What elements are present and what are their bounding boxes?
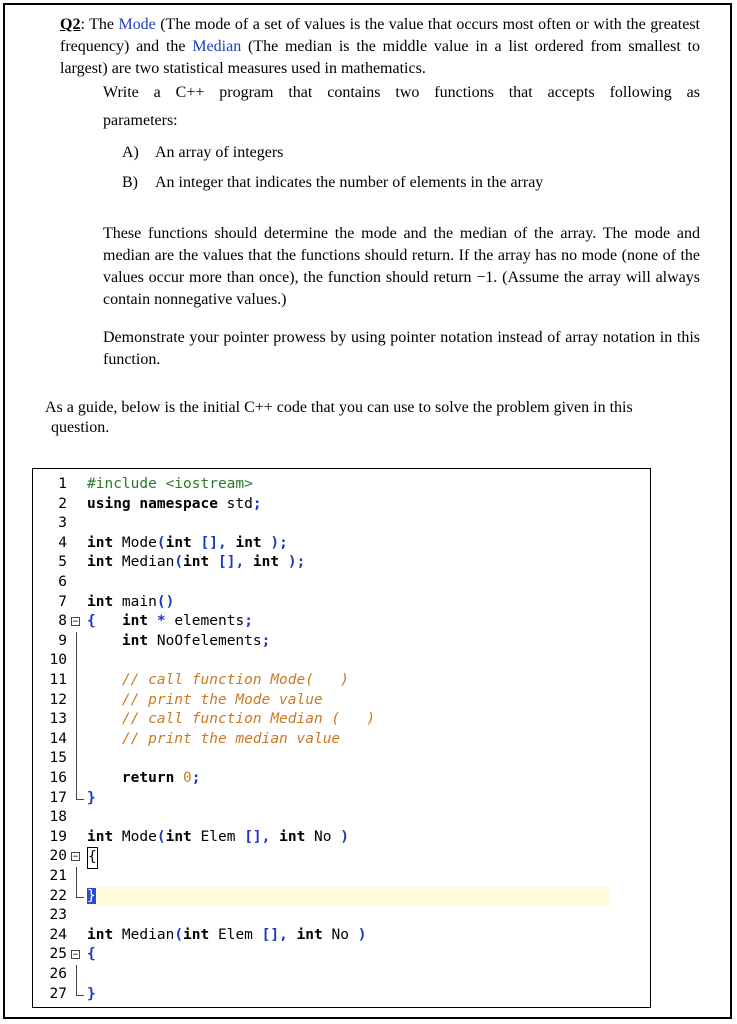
code-text [87, 651, 610, 671]
fold-guide-line [76, 730, 77, 750]
fold-gutter [69, 632, 85, 652]
fold-gutter [69, 945, 85, 965]
code-text [87, 710, 610, 730]
code-line[interactable] [33, 632, 650, 652]
intro-text: The [84, 16, 119, 33]
code-token: int [183, 926, 210, 943]
code-token: // call function Mode( ) [121, 672, 349, 688]
code-text [87, 612, 610, 632]
fold-gutter [69, 769, 85, 789]
line-number: 2 [58, 495, 67, 512]
code-token: Elem [209, 926, 262, 943]
code-token: Median [113, 926, 175, 943]
code-token [96, 613, 122, 629]
code-token: Mode [113, 828, 157, 845]
line-number: 24 [49, 926, 67, 943]
code-text [87, 769, 610, 789]
code-text [87, 906, 610, 926]
fold-gutter [69, 828, 85, 848]
code-token: int [87, 926, 114, 943]
code-line[interactable] [33, 769, 650, 789]
code-token: } [87, 985, 96, 1002]
code-token: #include <iostream> [87, 476, 253, 492]
code-text [87, 632, 610, 652]
code-line[interactable] [33, 828, 650, 848]
fold-gutter [69, 847, 85, 867]
code-token: Elem [191, 828, 245, 845]
collapse-icon[interactable]: − [72, 617, 79, 628]
code-token: int [235, 534, 262, 551]
fold-guide-line [76, 965, 77, 985]
line-number: 4 [58, 534, 67, 551]
code-token: int [165, 828, 192, 845]
pointer-paragraph: Demonstrate your pointer prowess by using pointer notation instead of array notation in this function. [103, 329, 700, 368]
code-token [87, 633, 122, 649]
code-line[interactable] [33, 945, 650, 965]
option-b: B) An integer that indicates the number of elements in the array [122, 174, 544, 191]
code-token: [], [244, 828, 271, 845]
code-token: int [183, 554, 210, 571]
code-token: main [113, 593, 157, 610]
line-number: 25 [49, 946, 67, 963]
code-token [192, 535, 201, 551]
line-number: 19 [49, 828, 67, 845]
fold-gutter [69, 985, 85, 1005]
code-token: NoOfelements [148, 632, 262, 649]
line-number: 20 [49, 848, 67, 865]
code-line[interactable] [33, 671, 650, 691]
fold-gutter [69, 593, 85, 613]
option-a: A) An array of integers [122, 144, 284, 161]
code-token: * [156, 613, 166, 630]
code-token: ( [174, 926, 184, 943]
code-token: int [296, 926, 323, 943]
code-text [87, 985, 610, 1005]
code-token: ( [156, 534, 166, 551]
fold-guide-line [76, 691, 77, 711]
code-line[interactable] [33, 495, 650, 515]
fold-gutter [69, 906, 85, 926]
line-number: 18 [49, 809, 67, 826]
parameters-line: parameters: [103, 112, 178, 129]
line-number: 9 [58, 632, 67, 649]
code-token: { [87, 613, 96, 630]
code-token: return [121, 770, 175, 786]
code-token: ); [270, 534, 288, 551]
fold-gutter [69, 612, 85, 632]
code-text [87, 926, 610, 946]
code-line[interactable] [33, 847, 650, 867]
code-token [174, 770, 183, 786]
code-text [87, 965, 610, 985]
code-token [270, 829, 279, 845]
code-line[interactable] [33, 612, 650, 632]
code-line[interactable] [33, 730, 650, 750]
code-token: Median [113, 554, 175, 571]
line-number: 15 [49, 750, 67, 767]
fold-gutter [69, 887, 85, 907]
code-line[interactable] [33, 906, 650, 926]
code-token: int [165, 534, 192, 551]
code-text [87, 828, 610, 848]
line-number: 8 [58, 613, 67, 630]
code-line[interactable] [33, 553, 650, 573]
code-token [148, 613, 157, 629]
code-token: [], [261, 926, 288, 943]
code-text [87, 593, 610, 613]
highlighted-term: Median [192, 38, 242, 55]
collapse-icon[interactable]: − [72, 950, 79, 961]
line-number: 16 [49, 770, 67, 786]
line-number: 6 [58, 574, 67, 590]
code-token: elements [165, 613, 245, 630]
fold-guide-line [76, 632, 77, 652]
fold-guide-line [76, 710, 77, 730]
fold-gutter [69, 495, 85, 515]
code-text [87, 945, 610, 965]
code-token: int [87, 554, 114, 571]
code-text [87, 749, 610, 769]
code-token: using namespace [87, 495, 218, 512]
code-token: ; [244, 613, 253, 630]
code-token: int [121, 632, 149, 649]
fold-end-icon [76, 789, 84, 800]
fold-gutter [69, 965, 85, 985]
highlighted-term: Mode [118, 16, 156, 33]
code-token: int [252, 554, 280, 571]
code-token: 0 [183, 770, 192, 786]
fold-guide-line [76, 769, 77, 789]
code-text [87, 847, 610, 867]
code-token: ( [156, 828, 166, 845]
code-token: // call function Median ( ) [121, 711, 376, 728]
code-line[interactable] [33, 749, 650, 769]
code-text [87, 730, 610, 750]
code-token [87, 770, 122, 786]
line-number: 10 [49, 652, 67, 669]
fold-gutter [69, 573, 85, 593]
guide-line-1: As a guide, below is the initial C++ code that you can use to solve the problem given in this [45, 399, 633, 416]
code-line[interactable] [33, 867, 650, 887]
code-token [288, 927, 297, 943]
fold-gutter [69, 553, 85, 573]
code-token: } [87, 887, 96, 904]
intro-text: (The mode of a set of values is the value that occurs most often or with the greatest frequency) and the [60, 16, 700, 55]
line-number: 5 [58, 554, 67, 571]
question-block [60, 14, 700, 371]
line-number: 26 [49, 966, 67, 982]
line-number: 13 [49, 711, 67, 728]
intro-text: (The median is the middle value in a list ordered from smallest to largest) are two statistical measures used in mathematics. [60, 38, 700, 77]
fold-gutter [69, 730, 85, 750]
code-token [87, 672, 122, 688]
code-text [87, 495, 610, 515]
code-text [87, 475, 610, 495]
code-token: int [121, 613, 149, 630]
line-number: 23 [49, 907, 67, 924]
code-token: No [322, 926, 358, 943]
line-number: 14 [49, 730, 67, 747]
line-number: 1 [58, 476, 67, 492]
fold-gutter [69, 867, 85, 887]
code-token: No [305, 828, 341, 845]
fold-guide-line [76, 651, 77, 671]
fold-end-icon [76, 887, 84, 898]
code-token [87, 692, 122, 708]
code-line[interactable] [33, 534, 650, 554]
fold-gutter [69, 475, 85, 495]
code-text [87, 534, 610, 554]
write-line: Write a C++ program that contains two functions that accepts following as [103, 84, 700, 101]
fold-guide-line [76, 749, 77, 769]
code-token: // print the median value [121, 730, 341, 747]
fold-gutter [69, 749, 85, 769]
code-token: int [87, 828, 114, 845]
code-token: int [279, 828, 306, 845]
code-token: ; [252, 495, 262, 512]
code-line[interactable] [33, 593, 650, 613]
code-token: // print the Mode value [121, 691, 323, 708]
fold-gutter [69, 514, 85, 534]
options-list [122, 138, 700, 198]
code-line[interactable] [33, 887, 650, 907]
code-token: ( [174, 554, 184, 571]
code-token [87, 711, 122, 727]
collapse-icon[interactable]: − [72, 852, 79, 863]
fold-gutter [69, 808, 85, 828]
code-token: ; [191, 770, 201, 786]
code-text [87, 691, 610, 711]
question-label: Q2 [60, 16, 81, 33]
fold-gutter [69, 534, 85, 554]
code-token: int [87, 593, 114, 610]
code-token: () [156, 593, 175, 610]
code-line[interactable] [33, 926, 650, 946]
code-token: [], [200, 534, 227, 551]
code-text [87, 887, 610, 907]
code-token: ; [261, 632, 271, 649]
code-line[interactable] [33, 475, 650, 495]
code-token: ); [287, 554, 306, 571]
code-text [87, 573, 610, 593]
code-token [87, 731, 122, 747]
code-token: ) [357, 926, 367, 943]
code-editor[interactable] [32, 468, 651, 1008]
code-line[interactable] [33, 514, 650, 534]
functions-paragraph: These functions should determine the mode and the median of the array. The mode and median are the values that the functions should return. If the array has no mode (none of the values occur more than once), the function should return −1. (Assume the array will always contain nonnegative values.) [103, 225, 700, 308]
line-number: 11 [49, 672, 67, 688]
fold-end-icon [76, 985, 84, 996]
guide-text [45, 398, 695, 438]
line-number: 22 [49, 887, 67, 904]
code-text [87, 671, 610, 691]
code-token: std [217, 495, 253, 512]
code-token [279, 554, 288, 570]
code-line[interactable] [33, 691, 650, 711]
fold-gutter [69, 926, 85, 946]
fold-gutter [69, 789, 85, 809]
code-token: Mode [113, 534, 157, 551]
code-line[interactable] [33, 789, 650, 809]
fold-gutter [69, 710, 85, 730]
code-text [87, 808, 610, 828]
fold-gutter [69, 671, 85, 691]
question-intro: Q2: The Mode (The mode of a set of values is the value that occurs most often or with the greatest frequency) and the Median (The median is the middle value in a list ordered from smallest to largest) are two statistical measures used in mathematics. [60, 16, 700, 77]
code-token: { [87, 847, 98, 869]
code-text [87, 553, 610, 573]
code-text [87, 789, 610, 809]
code-text [87, 867, 610, 887]
code-token [244, 554, 253, 570]
fold-guide-line [76, 671, 77, 691]
line-number: 7 [58, 593, 67, 610]
line-number: 21 [49, 868, 67, 884]
code-line[interactable] [33, 573, 650, 593]
fold-guide-line [76, 867, 77, 887]
code-token: } [87, 789, 96, 806]
guide-line-2: question. [51, 419, 110, 436]
code-token: ) [340, 828, 349, 845]
code-text [87, 514, 610, 534]
fold-gutter [69, 691, 85, 711]
fold-gutter [69, 651, 85, 671]
code-token: [], [217, 554, 245, 571]
line-number: 17 [49, 789, 67, 806]
line-number: 12 [49, 691, 67, 708]
code-line[interactable] [33, 965, 650, 985]
code-token [209, 554, 218, 570]
code-token: int [87, 534, 114, 551]
line-number: 3 [58, 515, 67, 532]
code-line[interactable] [33, 710, 650, 730]
code-line[interactable] [33, 651, 650, 671]
code-token: { [87, 946, 96, 963]
code-line[interactable] [33, 808, 650, 828]
line-number: 27 [49, 985, 67, 1002]
code-line[interactable] [33, 985, 650, 1005]
